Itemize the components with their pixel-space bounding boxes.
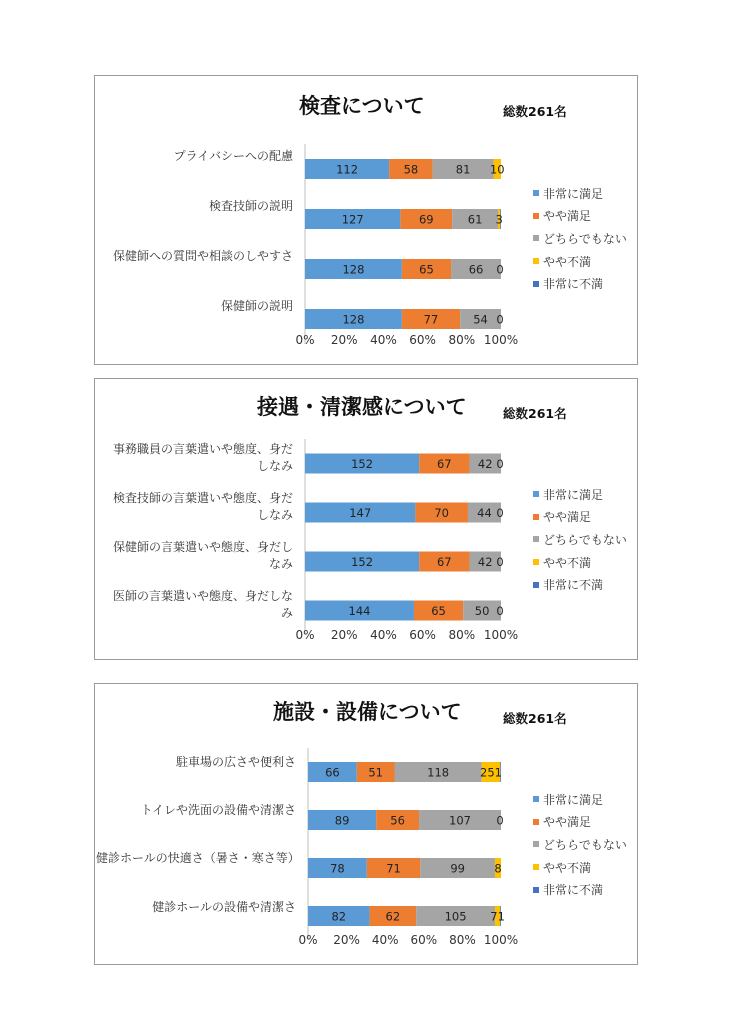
legend-swatch (533, 213, 539, 219)
legend-item (533, 227, 627, 250)
data-label: 128 (342, 262, 365, 277)
chart-legend (533, 182, 627, 295)
category-label-line: 医師の言葉遣いや態度、身だしな (112, 589, 293, 603)
legend-item (533, 528, 627, 551)
chart-legend (533, 483, 627, 596)
x-tick-label: 80% (449, 933, 476, 947)
category-label-line: なみ (268, 557, 293, 571)
category-label: 検査技師の説明 (208, 199, 293, 213)
category-label-line: 保健師の言葉遣いや態度、身だし (112, 540, 293, 554)
data-label: 99 (450, 861, 465, 876)
category-label-line: 検査技師の言葉遣いや態度、身だ (112, 491, 293, 505)
legend-swatch (533, 491, 539, 497)
legend-item (533, 250, 627, 273)
x-tick-label: 100% (483, 628, 519, 642)
data-label: 107 (449, 813, 472, 828)
data-label: 56 (390, 813, 405, 828)
data-label: 0 (496, 312, 504, 327)
legend-swatch (533, 235, 539, 241)
data-label: 81 (455, 162, 471, 177)
legend-label: やや満足 (543, 815, 592, 830)
data-label: 42 (477, 457, 493, 471)
data-label: 0 (496, 262, 504, 277)
x-tick-label: 100% (483, 333, 519, 347)
x-tick-label: 60% (409, 628, 436, 642)
data-label: 118 (427, 765, 450, 780)
legend-label: どちらでもない (543, 532, 627, 547)
data-label: 42 (477, 555, 493, 569)
x-tick-label: 100% (483, 933, 519, 947)
legend-label: どちらでもない (543, 231, 627, 246)
category-label: プライバシーへの配慮 (173, 149, 293, 163)
legend-item (533, 811, 627, 834)
data-label: 0 (496, 506, 504, 520)
data-label: 78 (330, 861, 345, 876)
legend-label: やや満足 (543, 209, 592, 224)
data-label: 62 (385, 909, 401, 924)
legend-item (533, 788, 627, 811)
x-tick-label: 20% (330, 333, 358, 347)
data-label: 65 (419, 262, 434, 277)
category-label: 健診ホールの快適さ（暑さ・寒さ等） (96, 851, 300, 865)
category-label: トイレや洗面の設備や清潔さ (140, 803, 296, 817)
data-label: 112 (336, 162, 359, 177)
data-label: 0 (496, 604, 504, 618)
legend-item (533, 506, 627, 529)
data-label: 54 (473, 312, 488, 327)
x-tick-label: 20% (330, 628, 358, 642)
data-label: 251 (480, 765, 502, 780)
x-tick-label: 60% (409, 333, 436, 347)
data-label: 144 (348, 604, 371, 618)
data-label: 65 (431, 604, 446, 618)
category-label: 保健師への質問や相談のしやすさ (112, 249, 293, 263)
legend-item (533, 205, 627, 228)
legend-swatch (533, 819, 539, 825)
x-tick-label: 60% (410, 933, 438, 947)
x-tick-label: 40% (370, 333, 397, 347)
chart-panel-hospitality (94, 378, 638, 660)
legend-item (533, 272, 627, 295)
x-tick-label: 40% (370, 628, 397, 642)
data-label: 0 (496, 555, 504, 569)
legend-item (533, 182, 627, 205)
data-label: 66 (325, 765, 340, 780)
data-label: 69 (418, 212, 434, 227)
data-label: 8 (494, 861, 502, 876)
data-label: 67 (436, 555, 452, 569)
category-label: 保健師の説明 (220, 299, 293, 313)
legend-item (533, 878, 627, 901)
data-label: 128 (342, 312, 365, 327)
data-label: 3 (495, 212, 503, 227)
chart-title: 検査について (299, 94, 425, 118)
data-label: 71 (490, 909, 505, 924)
data-label: 58 (403, 162, 419, 177)
category-label-line: 事務職員の言葉遣いや態度、身だ (112, 442, 293, 456)
legend-swatch (533, 536, 539, 542)
legend-swatch (533, 281, 539, 287)
x-tick-label: 80% (448, 628, 476, 642)
data-label: 77 (423, 312, 439, 327)
legend-item (533, 483, 627, 506)
category-label: 健診ホールの設備や清潔さ (152, 900, 296, 914)
legend-label: やや満足 (543, 510, 592, 525)
legend-swatch (533, 190, 539, 196)
legend-label: 非常に満足 (543, 487, 604, 502)
category-label: 駐車場の広さや便利さ (175, 755, 296, 769)
chart-total: 総数261名 (503, 711, 567, 726)
x-tick-label: 0% (295, 333, 315, 347)
x-tick-label: 0% (298, 933, 318, 947)
legend-swatch (533, 841, 539, 847)
legend-label: 非常に満足 (543, 186, 604, 201)
legend-swatch (533, 514, 539, 520)
data-label: 147 (349, 506, 372, 520)
legend-label: 非常に不満 (543, 277, 604, 292)
chart-title: 施設・設備について (273, 700, 462, 724)
data-label: 127 (341, 212, 364, 227)
legend-label: 非常に満足 (543, 792, 604, 807)
category-label-line: しなみ (256, 459, 293, 473)
legend-swatch (533, 559, 539, 565)
data-label: 89 (334, 813, 350, 828)
data-label: 105 (444, 909, 467, 924)
data-label: 82 (331, 909, 347, 924)
x-tick-label: 80% (448, 333, 476, 347)
legend-swatch (533, 796, 539, 802)
chart-panel-facilities (94, 683, 638, 965)
legend-label: やや不満 (543, 555, 592, 570)
data-label: 70 (434, 506, 449, 520)
data-label: 71 (386, 861, 401, 876)
legend-label: 非常に不満 (543, 578, 604, 593)
x-tick-label: 40% (371, 933, 399, 947)
chart-total: 総数261名 (503, 104, 567, 119)
legend-item (533, 551, 627, 574)
data-label: 0 (496, 813, 504, 828)
legend-label: 非常に不満 (543, 883, 604, 898)
x-tick-label: 0% (295, 628, 315, 642)
chart-title: 接遇・清潔感について (257, 395, 467, 419)
data-label: 61 (467, 212, 483, 227)
data-label: 66 (468, 262, 484, 277)
legend-item (533, 833, 627, 856)
legend-item (533, 573, 627, 596)
legend-item (533, 856, 627, 879)
chart-total: 総数261名 (503, 406, 567, 421)
legend-swatch (533, 887, 539, 893)
legend-label: どちらでもない (543, 837, 627, 852)
data-label: 51 (368, 765, 383, 780)
legend-swatch (533, 864, 539, 870)
legend-swatch (533, 582, 539, 588)
category-label-line: み (280, 606, 293, 620)
legend-label: やや不満 (543, 254, 592, 269)
data-label: 50 (474, 604, 490, 618)
data-label: 67 (436, 457, 452, 471)
data-label: 152 (351, 457, 374, 471)
legend-swatch (533, 258, 539, 264)
chart-legend (533, 788, 627, 901)
x-tick-label: 20% (333, 933, 360, 947)
legend-label: やや不満 (543, 860, 592, 875)
data-label: 44 (477, 506, 492, 520)
category-label-line: しなみ (256, 508, 293, 522)
data-label: 10 (489, 162, 505, 177)
chart-panel-exam (94, 75, 638, 365)
data-label: 152 (351, 555, 374, 569)
data-label: 0 (496, 457, 504, 471)
